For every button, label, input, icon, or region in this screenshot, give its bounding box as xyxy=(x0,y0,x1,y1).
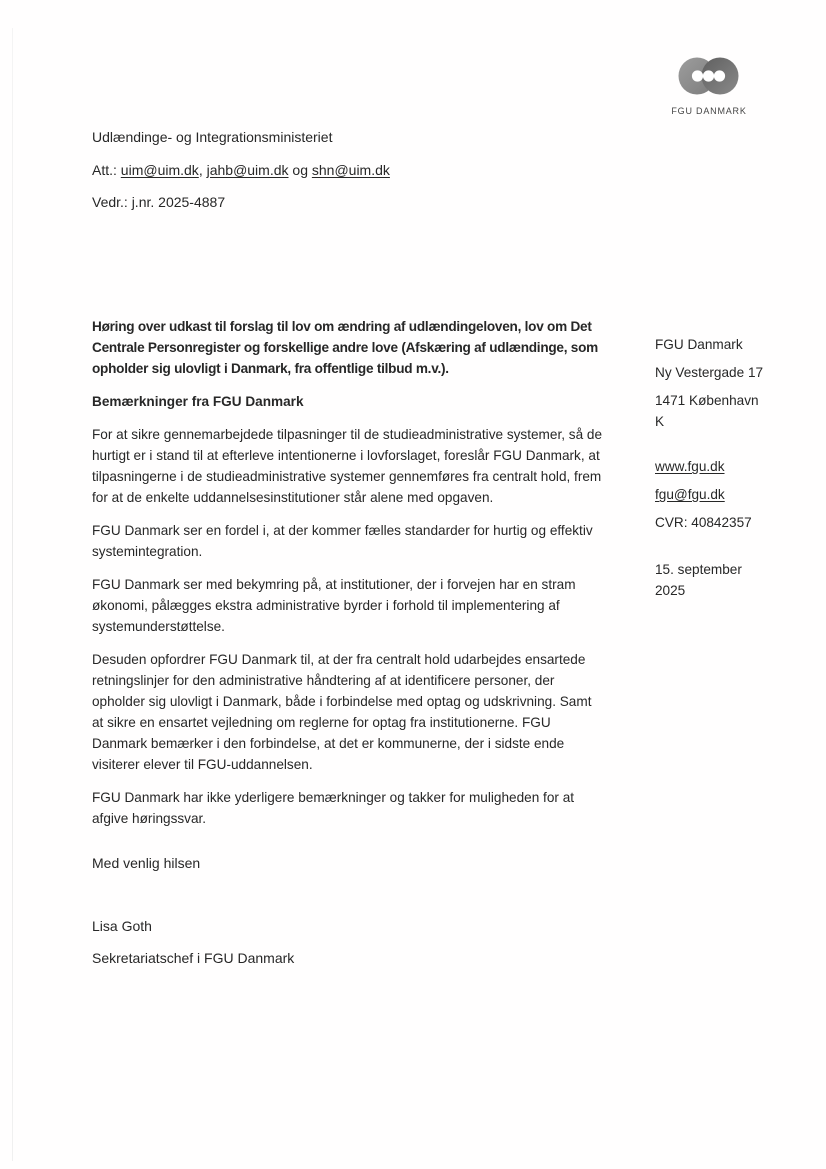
body-paragraph: FGU Danmark ser en fordel i, at der kommer fælles standarder for hurtig og effektiv systemintegration. xyxy=(92,523,593,559)
email-link-shn[interactable]: shn@uim.dk xyxy=(311,161,390,178)
body-paragraph: For at sikre gennemarbejdede tilpasninger til de studieadministrative systemer, så de hurtigt er i stand til at efterleve intentionerne i lovforslaget, foreslår FGU Danmark, at tilpasningerne i de studieadministrative systemer gennemføres fra centralt hold, frem for at de enkelte uddannelsesinstitutioner står alene med opgaven. xyxy=(92,427,603,505)
website-link[interactable]: www.fgu.dk xyxy=(655,459,725,474)
closing-salutation: Med venlig hilsen xyxy=(92,855,201,871)
sender-name: FGU Danmark xyxy=(655,337,743,352)
fgu-logo-icon xyxy=(677,56,741,98)
scan-edge-artifact xyxy=(12,28,13,1161)
email-link-jahb[interactable]: jahb@uim.dk xyxy=(206,161,289,178)
att-prefix: Att.: xyxy=(92,161,121,178)
sender-city: 1471 København K xyxy=(655,393,759,429)
letter-date: 15. september 2025 xyxy=(655,562,742,598)
signature-name: Lisa Goth xyxy=(92,918,152,934)
sender-email-line xyxy=(655,484,771,505)
fgu-logo xyxy=(660,56,758,122)
letter-body xyxy=(92,316,606,969)
body-paragraph: FGU Danmark ser med bekymring på, at institutioner, der i forvejen har en stram økonomi, pålægges ekstra administrative byrder i forhold til implementering af systemunderstøttelse. xyxy=(92,577,576,634)
att-separator: og xyxy=(288,161,312,178)
body-paragraph: Desuden opfordrer FGU Danmark til, at der fra centralt hold udarbejdes ensartede retningslinjer for den administrative håndtering af at identificere personer, der opholder sig ulovligt i Danmark, både i forbindelse med optag og udskrivning. Samt at sikre en ensartet vejledning om reglerne for optag fra institutionerne. FGU Danmark bemærker i den forbindelse, at det er kommunerne, der i sidste ende visiterer elever til FGU-uddannelsen. xyxy=(92,652,592,772)
letter-subject: Høring over udkast til forslag til lov om ændring af udlændingeloven, lov om Det Centrale Personregister og forskellige andre love (Afskæring af udlændinge, som opholder sig ulovligt i Danmark, fra offentlige tilbud m.v.). xyxy=(92,319,598,376)
recipient-block xyxy=(92,127,390,225)
recipient-reference: Vedr.: j.nr. 2025-4887 xyxy=(92,194,226,210)
sender-website-line xyxy=(655,456,771,477)
recipient-ministry: Udlændinge- og Integrationsministeriet xyxy=(92,129,333,145)
sender-email-link[interactable]: fgu@fgu.dk xyxy=(655,487,725,502)
signature-title: Sekretariatschef i FGU Danmark xyxy=(92,950,295,966)
sender-cvr: CVR: 40842357 xyxy=(655,515,752,530)
email-link-uim[interactable]: uim@uim.dk xyxy=(120,161,199,178)
body-paragraph: FGU Danmark har ikke yderligere bemærkninger og takker for muligheden for at afgive høringssvar. xyxy=(92,790,575,826)
recipient-att-line xyxy=(92,160,390,181)
att-separator: , xyxy=(198,161,207,178)
sender-info-column xyxy=(655,334,771,608)
fgu-logo-caption: FGU DANMARK xyxy=(671,106,747,116)
sender-street: Ny Vestergade 17 xyxy=(655,365,764,380)
section-heading: Bemærkninger fra FGU Danmark xyxy=(92,394,304,409)
